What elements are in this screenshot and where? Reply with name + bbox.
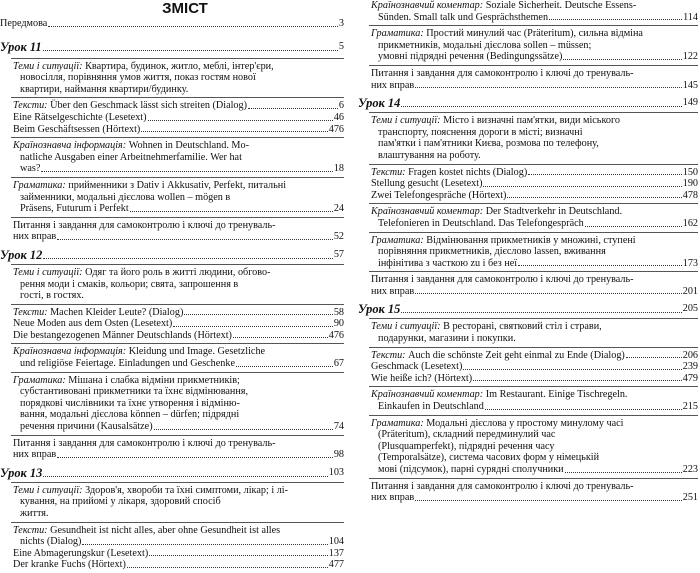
entry-text: Передмова	[0, 18, 48, 29]
lesson-title: Урок 13	[0, 465, 43, 480]
lesson-title: Урок 14	[358, 96, 401, 111]
lesson-11-heading[interactable]	[0, 40, 344, 54]
toc-entry[interactable]: Тексти: Auch die schönste Zeit geht einmal zu Ende (Dialog) 206	[371, 349, 698, 361]
lesson-14-themes: Теми і ситуації: Місто і визначні пам'ятки, види міського транспорту, пояснення дороги в місті; визначні пам'ятки і пам'ятники Києва, розмова по телефону, влаштування на роботу.	[371, 115, 620, 161]
lesson-12-info: Країнознавча інформація: Kleidung und Image. Gesetzliche	[13, 346, 266, 358]
toc-entry[interactable]: Der kranke Fuchs (Hörtext) 477	[13, 559, 344, 571]
lesson-15-heading[interactable]	[358, 302, 698, 316]
lesson-15-practice: Питання і завдання для самоконтролю і ключі до тренуваль-	[371, 480, 634, 492]
toc-entry[interactable]: Тексти: Über den Geschmack lässt sich streiten (Dialog) 6	[13, 100, 344, 112]
toc-entry[interactable]: речення причини (Kausalsätze) 74	[20, 421, 344, 433]
lesson-13-heading[interactable]	[0, 466, 344, 480]
lesson-11-grammar: Граматика: прийменники з Dativ і Akkusativ, Perfekt, питальні займенники, модальні дієслова wollen – mögen в	[13, 179, 287, 203]
toc-entry[interactable]: nichts (Dialog) 104	[20, 536, 344, 548]
toc-entry[interactable]: Die bestangezogenen Männer Deutschlands (Hörtext) 476	[13, 329, 344, 341]
toc-entry[interactable]: Eine Rätselgeschichte (Lesetext) 46	[13, 111, 344, 123]
lesson-13-grammar: Граматика: Простий минулий час (Präteritum), сильна відміна прикметників, модальні дієслова sollen – müssen;	[371, 28, 643, 51]
left-column	[0, 0, 344, 571]
lesson-13-texts: Тексти: Gesundheit ist nicht alles, aber ohne Gesundheit ist alles	[13, 524, 281, 536]
toc-entry[interactable]: und religiöse Feiertage. Einladungen und Geschenke 67	[20, 358, 344, 370]
toc-entry[interactable]: Geschmack (Lesetext) 239	[371, 361, 698, 373]
toc-entry[interactable]: Beim Geschäftsessen (Hörtext) 476	[13, 123, 344, 135]
lesson-page: 103	[328, 466, 344, 478]
lesson-13-comment: Країнознавчий коментар: Soziale Sicherheit. Deutsche Essens-	[371, 0, 637, 11]
lesson-14-practice: Питання і завдання для самоконтролю і ключі до тренуваль-	[371, 274, 634, 286]
toc-entry[interactable]: Neue Moden aus dem Osten (Lesetext) 90	[13, 318, 344, 330]
toc-entry[interactable]: Тексти: Machen Kleider Leute? (Dialog) 58	[13, 306, 344, 318]
lesson-13-practice: Питання і завдання для самоконтролю і ключі до тренуваль-	[371, 67, 634, 79]
toc-entry[interactable]: мові (підсумок), парні сурядні сполучники 223	[378, 464, 698, 475]
lesson-11-practice: Питання і завдання для самоконтролю і ключі до тренуваль-	[13, 219, 276, 231]
lesson-page: 205	[682, 303, 698, 315]
lesson-12-themes: Теми і ситуації: Одяг та його роль в житті людини, обгово- рення моди і смаків, кольори; свята, запрошення в гості, в гостях.	[13, 266, 271, 302]
toc-entry[interactable]: Zwei Telefongespräche (Hörtext) 478	[371, 189, 698, 201]
lesson-title: Урок 11	[0, 39, 42, 54]
lesson-title: Урок 15	[358, 302, 401, 317]
lesson-14-heading[interactable]	[358, 96, 698, 110]
toc-entry[interactable]: них вправ 52	[13, 231, 344, 243]
lesson-page: 149	[682, 97, 698, 109]
lesson-12-heading[interactable]	[0, 248, 344, 262]
toc-entry[interactable]: них вправ 251	[371, 492, 698, 504]
entry-page: 3	[338, 18, 344, 29]
lesson-11-info: Країнознавча інформація: Wohnen in Deutschland. Mo- natliche Ausgaben einer Arbeitnehmerfamilie. Wer hat	[13, 140, 249, 163]
lesson-14-comment: Країнознавчий коментар: Der Stadtverkehr in Deutschland.	[371, 206, 623, 218]
toc-entry[interactable]: Тексти: Fragen kostet nichts (Dialog) 150	[371, 166, 698, 178]
lesson-15-grammar: Граматика: Модальні дієслова у простому минулому часі (Präteritum), складний передминулий час (Plusquamperfekt), підрядні речення часу (Temporalsätze), система часових форм у німецькій	[371, 417, 624, 464]
toc-entry[interactable]: них вправ 201	[371, 285, 698, 297]
toc-entry[interactable]: Eine Abmagerungskur (Lesetext) 137	[13, 547, 344, 559]
toc-entry[interactable]: них вправ 145	[371, 79, 698, 91]
lesson-12-practice: Питання і завдання для самоконтролю і ключі до тренуваль-	[13, 437, 276, 449]
toc-entry[interactable]: інфінітива з часткою zu і без неї 173	[378, 257, 698, 269]
toc-entry[interactable]: них вправ 98	[13, 449, 344, 461]
lesson-title: Урок 12	[0, 247, 43, 262]
lesson-page: 57	[333, 248, 344, 260]
toc-entry[interactable]: Wie heiße ich? (Hörtext) 479	[371, 372, 698, 384]
lesson-15-themes: Теми і ситуації: В ресторані, святковий стіл і страви, подарунки, магазини і покупки.	[371, 321, 602, 345]
toc-entry[interactable]: Sünden. Small talk und Gesprächsthemen 114	[378, 11, 698, 23]
lesson-page: 5	[338, 40, 344, 52]
toc-entry-preface[interactable]	[0, 18, 344, 30]
lesson-13-themes: Теми і ситуації: Здоров'я, хвороби та їхні симптоми, лікар; і лі- кування, на прийомі у лікаря, здоровий спосіб життя.	[13, 484, 289, 519]
toc-entry[interactable]: Telefonieren in Deutschland. Das Telefongespräch 162	[378, 217, 698, 229]
lesson-12-grammar: Граматика: Мішана і слабка відміни прикметників; субстантивовані прикметники та їхнє відмінювання, порядкові числівники та їхнє утворення і відміню- вання, модальні дієслова können – dürfen; підрядні	[13, 374, 249, 421]
lesson-14-grammar: Граматика: Відмінювання прикметників у множині, ступені порівняння прикметників, дієслово lassen, вживання	[371, 234, 636, 258]
toc-entry[interactable]: умовні підрядні речення (Bedingungssätze) 122	[378, 51, 698, 63]
right-column	[358, 0, 698, 504]
toc-entry[interactable]: Stellung gesucht (Lesetext) 190	[371, 178, 698, 190]
lesson-15-comment: Країнознавчий коментар: Im Restaurant. Einige Tischregeln.	[371, 389, 628, 401]
page-title: ЗМІСТ	[162, 0, 208, 17]
toc-entry[interactable]: Präsens, Futurum і Perfekt 24	[20, 203, 344, 215]
toc-entry[interactable]: Einkaufen in Deutschland 215	[378, 401, 698, 413]
toc-entry[interactable]: was? 18	[20, 163, 344, 175]
lesson-11-themes: Теми і ситуації: Квартира, будинок, житло, меблі, інтер'єри, новосілля, порівняння умов життя, показ гостям нової квартири, наймання квартири/будинку.	[13, 60, 274, 95]
